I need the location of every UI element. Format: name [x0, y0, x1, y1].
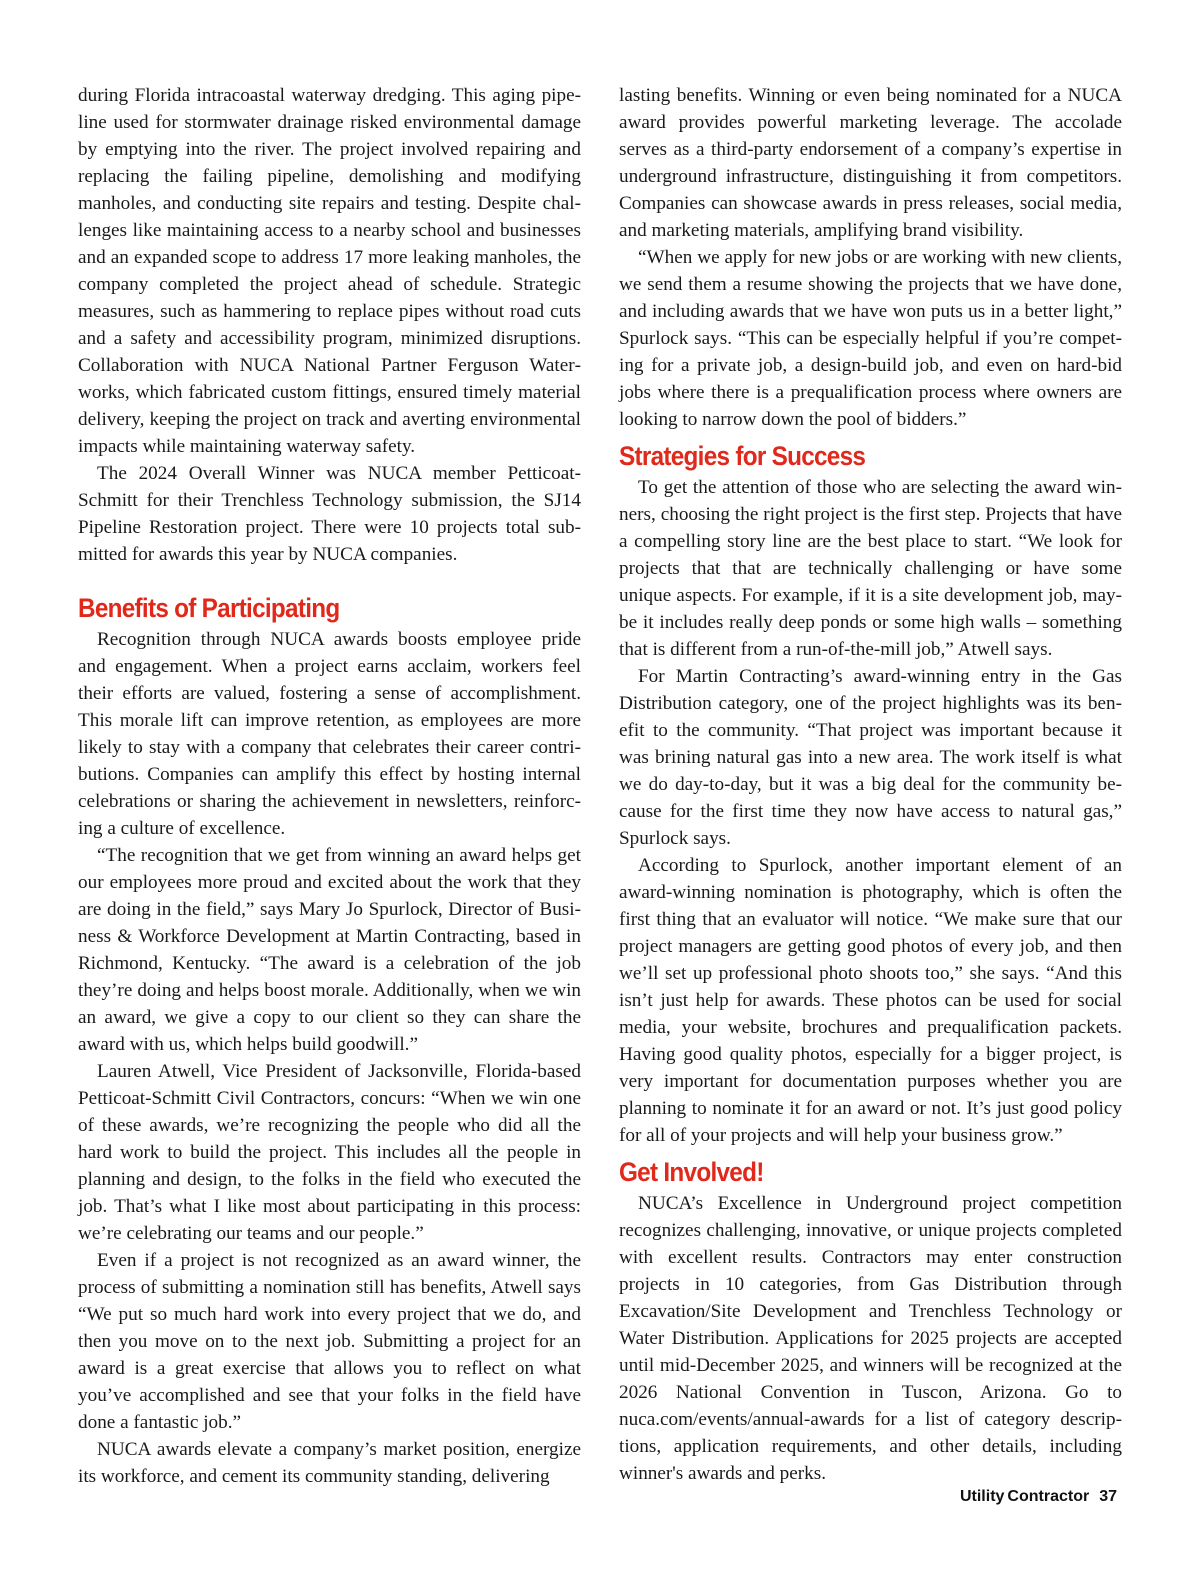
left-column — [78, 82, 581, 1490]
body-paragraph: lasting benefits. Winning or even being nominated for a NUCA award provides powerful marketing leverage. The accolade serves as a third-party endorsement of a company’s expertise in underground infrastructure, distinguishing it from competitors. Companies can showcase awards in press releases, social media, and marketing materials, amplifying brand visibility. — [619, 85, 1122, 241]
page-number: 37 — [1099, 1488, 1117, 1505]
body-paragraph: To get the attention of those who are selecting the award winners, choosing the right project is the first step. Projects that have a compelling story line are the best place to start. “We look for projects that that are technically challenging or have some unique aspects. For example, if it is a site development job, maybe it includes really deep ponds or some high walls – something that is different from a run-of-the-mill job,” Atwell says. — [619, 477, 1122, 660]
body-paragraph: “The recognition that we get from winning an award helps get our employees more proud and excited about the work that they are doing in the field,” says Mary Jo Spurlock, Director of Business & Workforce Development at Martin Contracting, based in Richmond, Kentucky. “The award is a celebration of the job they’re doing and helps boost morale. Additionally, when we win an award, we give a copy to our client so they can share the award with us, which helps build goodwill.” — [78, 845, 581, 1055]
body-paragraph: “When we apply for new jobs or are working with new clients, we send them a resume showing the projects that we have done, and including awards that we have won puts us in a better light,” Spurlock says. “This can be especially helpful if you’re competing for a private job, a design-build job, and even on hard-bid jobs where there is a prequalification process where owners are looking to narrow down the pool of bidders.” — [619, 247, 1122, 430]
right-column — [619, 82, 1122, 1487]
section-heading-strategies: Strategies for Success — [619, 441, 866, 471]
body-paragraph: For Martin Contracting’s award-winning entry in the Gas Distribution category, one of the project highlights was its benefit to the community. “That project was important because it was brining natural gas into a new area. The work itself is what we do day-to-day, but it was a big deal for the community because for the first time they now have access to natural gas,” Spurlock says. — [619, 666, 1122, 849]
body-paragraph: Even if a project is not recognized as an award winner, the process of submitting a nomination still has benefits, Atwell says “We put so much hard work into every project that we do, and then you move on to the next job. Submitting a project for an award is a great exercise that allows you to reflect on what you’ve accomplished and see that your folks in the field have done a fantastic job.” — [78, 1250, 581, 1433]
magazine-name-utility: Utility — [959, 1488, 1005, 1505]
body-paragraph: during Florida intracoastal waterway dredging. This aging pipeline used for stormwater drainage risked environmental damage by emptying into the river. The project involved repairing and replacing the failing pipeline, demolishing and modifying manholes, and conducting site repairs and testing. Despite challenges like maintaining access to a nearby school and businesses and an expanded scope to address 17 more leaking manholes, the company completed the project ahead of schedule. Strategic measures, such as hammering to replace pipes without road cuts and a safety and accessibility program, minimized disruptions. Collaboration with NUCA National Partner Ferguson Waterworks, which fabricated custom fittings, ensured timely material delivery, keeping the project on track and averting environmental impacts while maintaining waterway safety. — [78, 85, 581, 457]
magazine-name-contractor: Contractor — [1007, 1488, 1090, 1505]
body-paragraph: According to Spurlock, another important element of an award-winning nomination is photography, which is often the first thing that an evaluator will notice. “We make sure that our project managers are getting good photos of every job, and then we’ll set up professional photo shoots too,” she says. “And this isn’t just help for awards. These photos can be used for social media, your website, brochures and prequalification packets. Having good quality photos, especially for a bigger project, is very important for documentation purposes whether you are planning to nominate it for an award or not. It’s just good policy for all of your projects and will help your business grow.” — [619, 855, 1122, 1146]
section-heading-benefits: Benefits of Participating — [78, 593, 340, 623]
section-heading-get-involved: Get Involved! — [619, 1157, 764, 1187]
body-paragraph: NUCA’s Excellence in Underground project competition recognizes challenging, innovative, or unique projects completed with excellent results. Contractors may enter construction projects in 10 categories, from Gas Distribution through Excavation/Site Development and Trenchless Technology or Water Distribution. Applications for 2025 projects are accepted until mid-December 2025, and winners will be recognized at the 2026 National Convention in Tuscon, Arizona. Go to nuca.com/events/annual-awards for a list of category descriptions, application requirements, and other details, including winner's awards and perks. — [619, 1193, 1122, 1484]
body-paragraph: Recognition through NUCA awards boosts employee pride and engagement. When a project earns acclaim, workers feel their efforts are valued, fostering a sense of accomplishment. This morale lift can improve retention, as employees are more likely to stay with a company that celebrates their career contributions. Companies can amplify this effect by hosting internal celebrations or sharing the achievement in newsletters, reinforcing a culture of excellence. — [78, 629, 581, 839]
page-footer — [960, 1488, 1117, 1506]
body-paragraph: The 2024 Overall Winner was NUCA member Petticoat-Schmitt for their Trenchless Technology submission, the SJ14 Pipeline Restoration project. There were 10 projects total submitted for awards this year by NUCA companies. — [78, 463, 581, 565]
body-paragraph: NUCA awards elevate a company’s market position, energize its workforce, and cement its community standing, delivering — [78, 1439, 581, 1487]
body-paragraph: Lauren Atwell, Vice President of Jacksonville, Florida-based Petticoat-Schmitt Civil Contractors, concurs: “When we win one of these awards, we’re recognizing the people who did all the hard work to build the project. This includes all the people in planning and design, to the folks in the field who executed the job. That’s what I like most about participating in this process: we’re celebrating our teams and our people.” — [78, 1061, 581, 1244]
